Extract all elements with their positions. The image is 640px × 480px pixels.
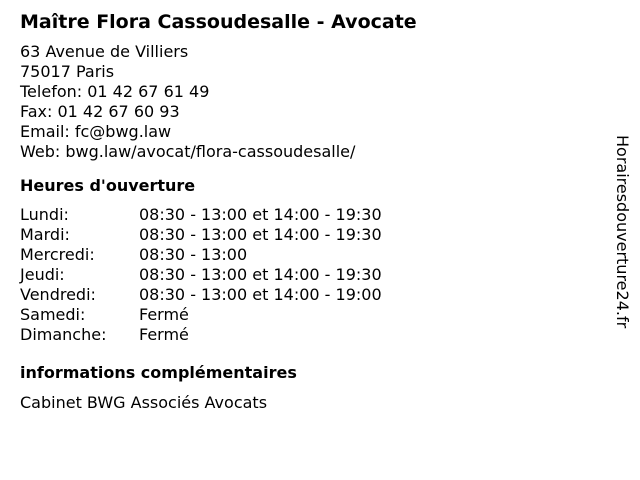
phone-label: Telefon:: [20, 82, 88, 101]
web-line: [20, 142, 600, 162]
phone-line: [20, 82, 600, 102]
brand-watermark-text: Horairesdouverture24.fr: [613, 135, 632, 329]
email-line: [20, 122, 600, 142]
address-city: 75017 Paris: [20, 62, 115, 81]
hours-time: 08:30 - 13:00 et 14:00 - 19:30: [139, 265, 382, 284]
hours-day: Mardi:: [20, 225, 70, 244]
hours-row-lundi: [20, 205, 600, 225]
hours-day: Lundi:: [20, 205, 69, 224]
hours-day: Dimanche:: [20, 325, 107, 344]
fax-number: 01 42 67 60 93: [57, 102, 180, 121]
hours-time: Fermé: [139, 305, 189, 324]
business-title: Maître Flora Cassoudesalle - Avocate: [20, 11, 417, 33]
fax-line: [20, 102, 600, 122]
hours-day: Samedi:: [20, 305, 86, 324]
hours-time: 08:30 - 13:00: [139, 245, 248, 264]
hours-row-jeudi: [20, 265, 600, 285]
email-link[interactable]: fc@bwg.law: [74, 122, 172, 141]
email-label: Email:: [20, 122, 75, 141]
web-link[interactable]: bwg.law/avocat/flora-cassoudesalle/: [65, 142, 356, 161]
hours-row-dimanche: [20, 325, 600, 345]
hours-day: Mercredi:: [20, 245, 95, 264]
hours-time: 08:30 - 13:00 et 14:00 - 19:30: [139, 225, 382, 244]
hours-row-vendredi: [20, 285, 600, 305]
hours-heading: Heures d'ouverture: [20, 176, 196, 195]
info-heading: informations complémentaires: [20, 363, 297, 382]
hours-table: [20, 205, 600, 345]
hours-row-mardi: [20, 225, 600, 245]
hours-day: Vendredi:: [20, 285, 96, 304]
address-street: 63 Avenue de Villiers: [20, 42, 189, 61]
hours-time: Fermé: [139, 325, 189, 344]
web-label: Web:: [20, 142, 66, 161]
hours-time: 08:30 - 13:00 et 14:00 - 19:30: [139, 205, 382, 224]
info-text: Cabinet BWG Associés Avocats: [20, 393, 268, 412]
hours-day: Jeudi:: [20, 265, 65, 284]
fax-label: Fax:: [20, 102, 58, 121]
business-card: [20, 10, 600, 413]
hours-row-samedi: [20, 305, 600, 325]
hours-row-mercredi: [20, 245, 600, 265]
phone-number: 01 42 67 61 49: [87, 82, 210, 101]
hours-time: 08:30 - 13:00 et 14:00 - 19:00: [139, 285, 382, 304]
